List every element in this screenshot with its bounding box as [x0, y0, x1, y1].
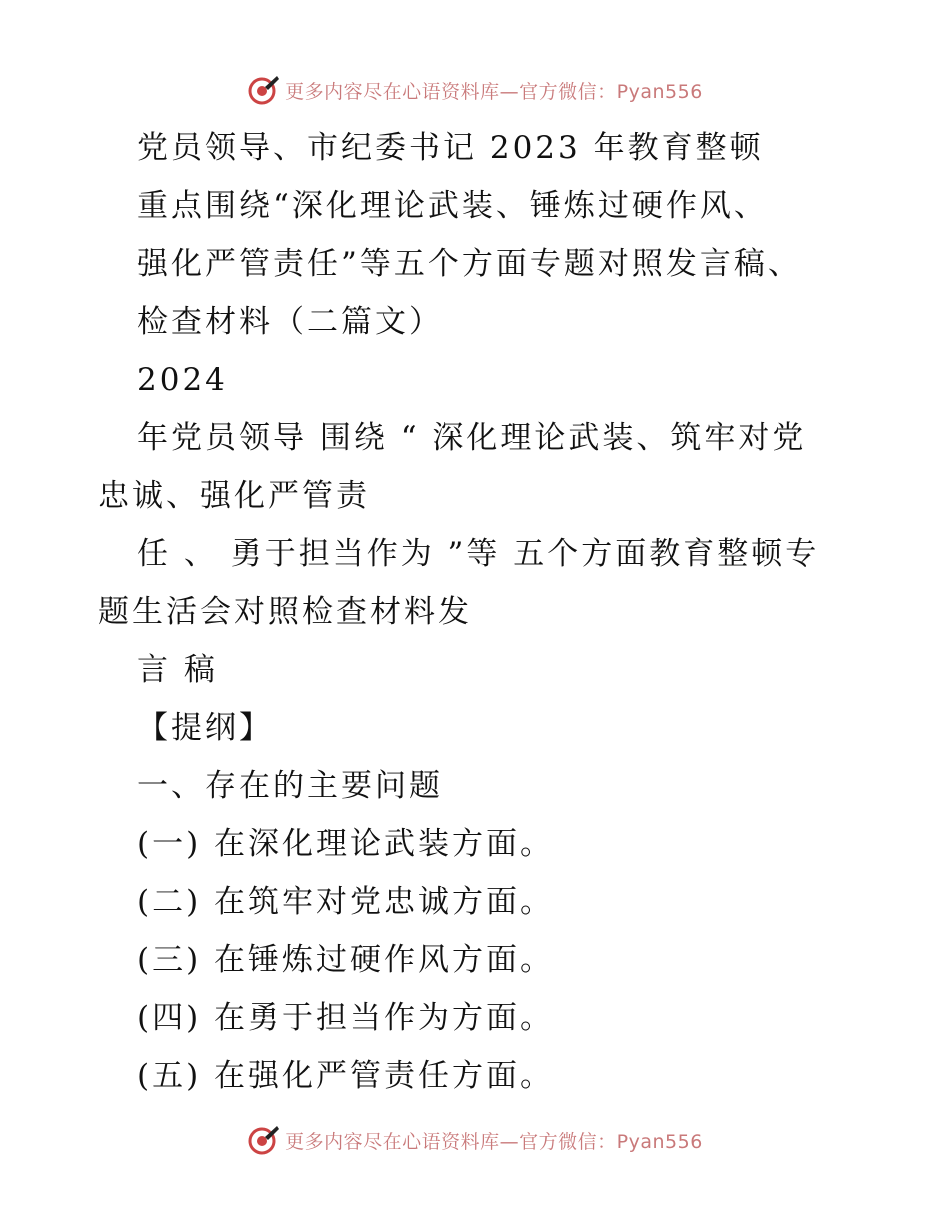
- outline-item-2: (二) 在筑牢对党忠诚方面。: [137, 884, 555, 920]
- section-heading: 一、存在的主要问题: [137, 768, 443, 804]
- header-watermark: [0, 70, 950, 110]
- watermark-text: 更多内容尽在心语资料库—官方微信：Pyan556: [285, 80, 703, 103]
- title-line-4: 检查材料（二篇文）: [137, 304, 443, 340]
- outline-item-4: (四) 在勇于担当作为方面。: [137, 1000, 555, 1036]
- watermark-text: 更多内容尽在心语资料库—官方微信：Pyan556: [285, 1130, 703, 1153]
- brand-logo-icon: [247, 73, 281, 107]
- body-line-year: 2024: [137, 362, 228, 398]
- outline-heading: 【提纲】: [137, 710, 273, 746]
- body-line-8: 任 、 勇于担当作为 ”等 五个方面教育整顿专: [137, 536, 820, 572]
- outline-item-3: (三) 在锤炼过硬作风方面。: [137, 942, 555, 978]
- body-line-9: 题生活会对照检查材料发: [98, 594, 472, 630]
- footer-watermark: [0, 1120, 950, 1160]
- title-line-3: 强化严管责任”等五个方面专题对照发言稿、: [137, 246, 802, 282]
- body-line-6: 年党员领导 围绕 “ 深化理论武装、筑牢对党: [137, 420, 807, 456]
- title-line-2: 重点围绕“深化理论武装、锤炼过硬作风、: [137, 188, 768, 224]
- outline-item-1: (一) 在深化理论武装方面。: [137, 826, 555, 862]
- body-line-7: 忠诚、强化严管责: [98, 478, 370, 514]
- title-line-1: 党员领导、市纪委书记 2023 年教育整顿: [137, 130, 764, 166]
- outline-item-5: (五) 在强化严管责任方面。: [137, 1058, 555, 1094]
- brand-logo-icon: [247, 1123, 281, 1157]
- body-line-10: 言 稿: [137, 652, 218, 688]
